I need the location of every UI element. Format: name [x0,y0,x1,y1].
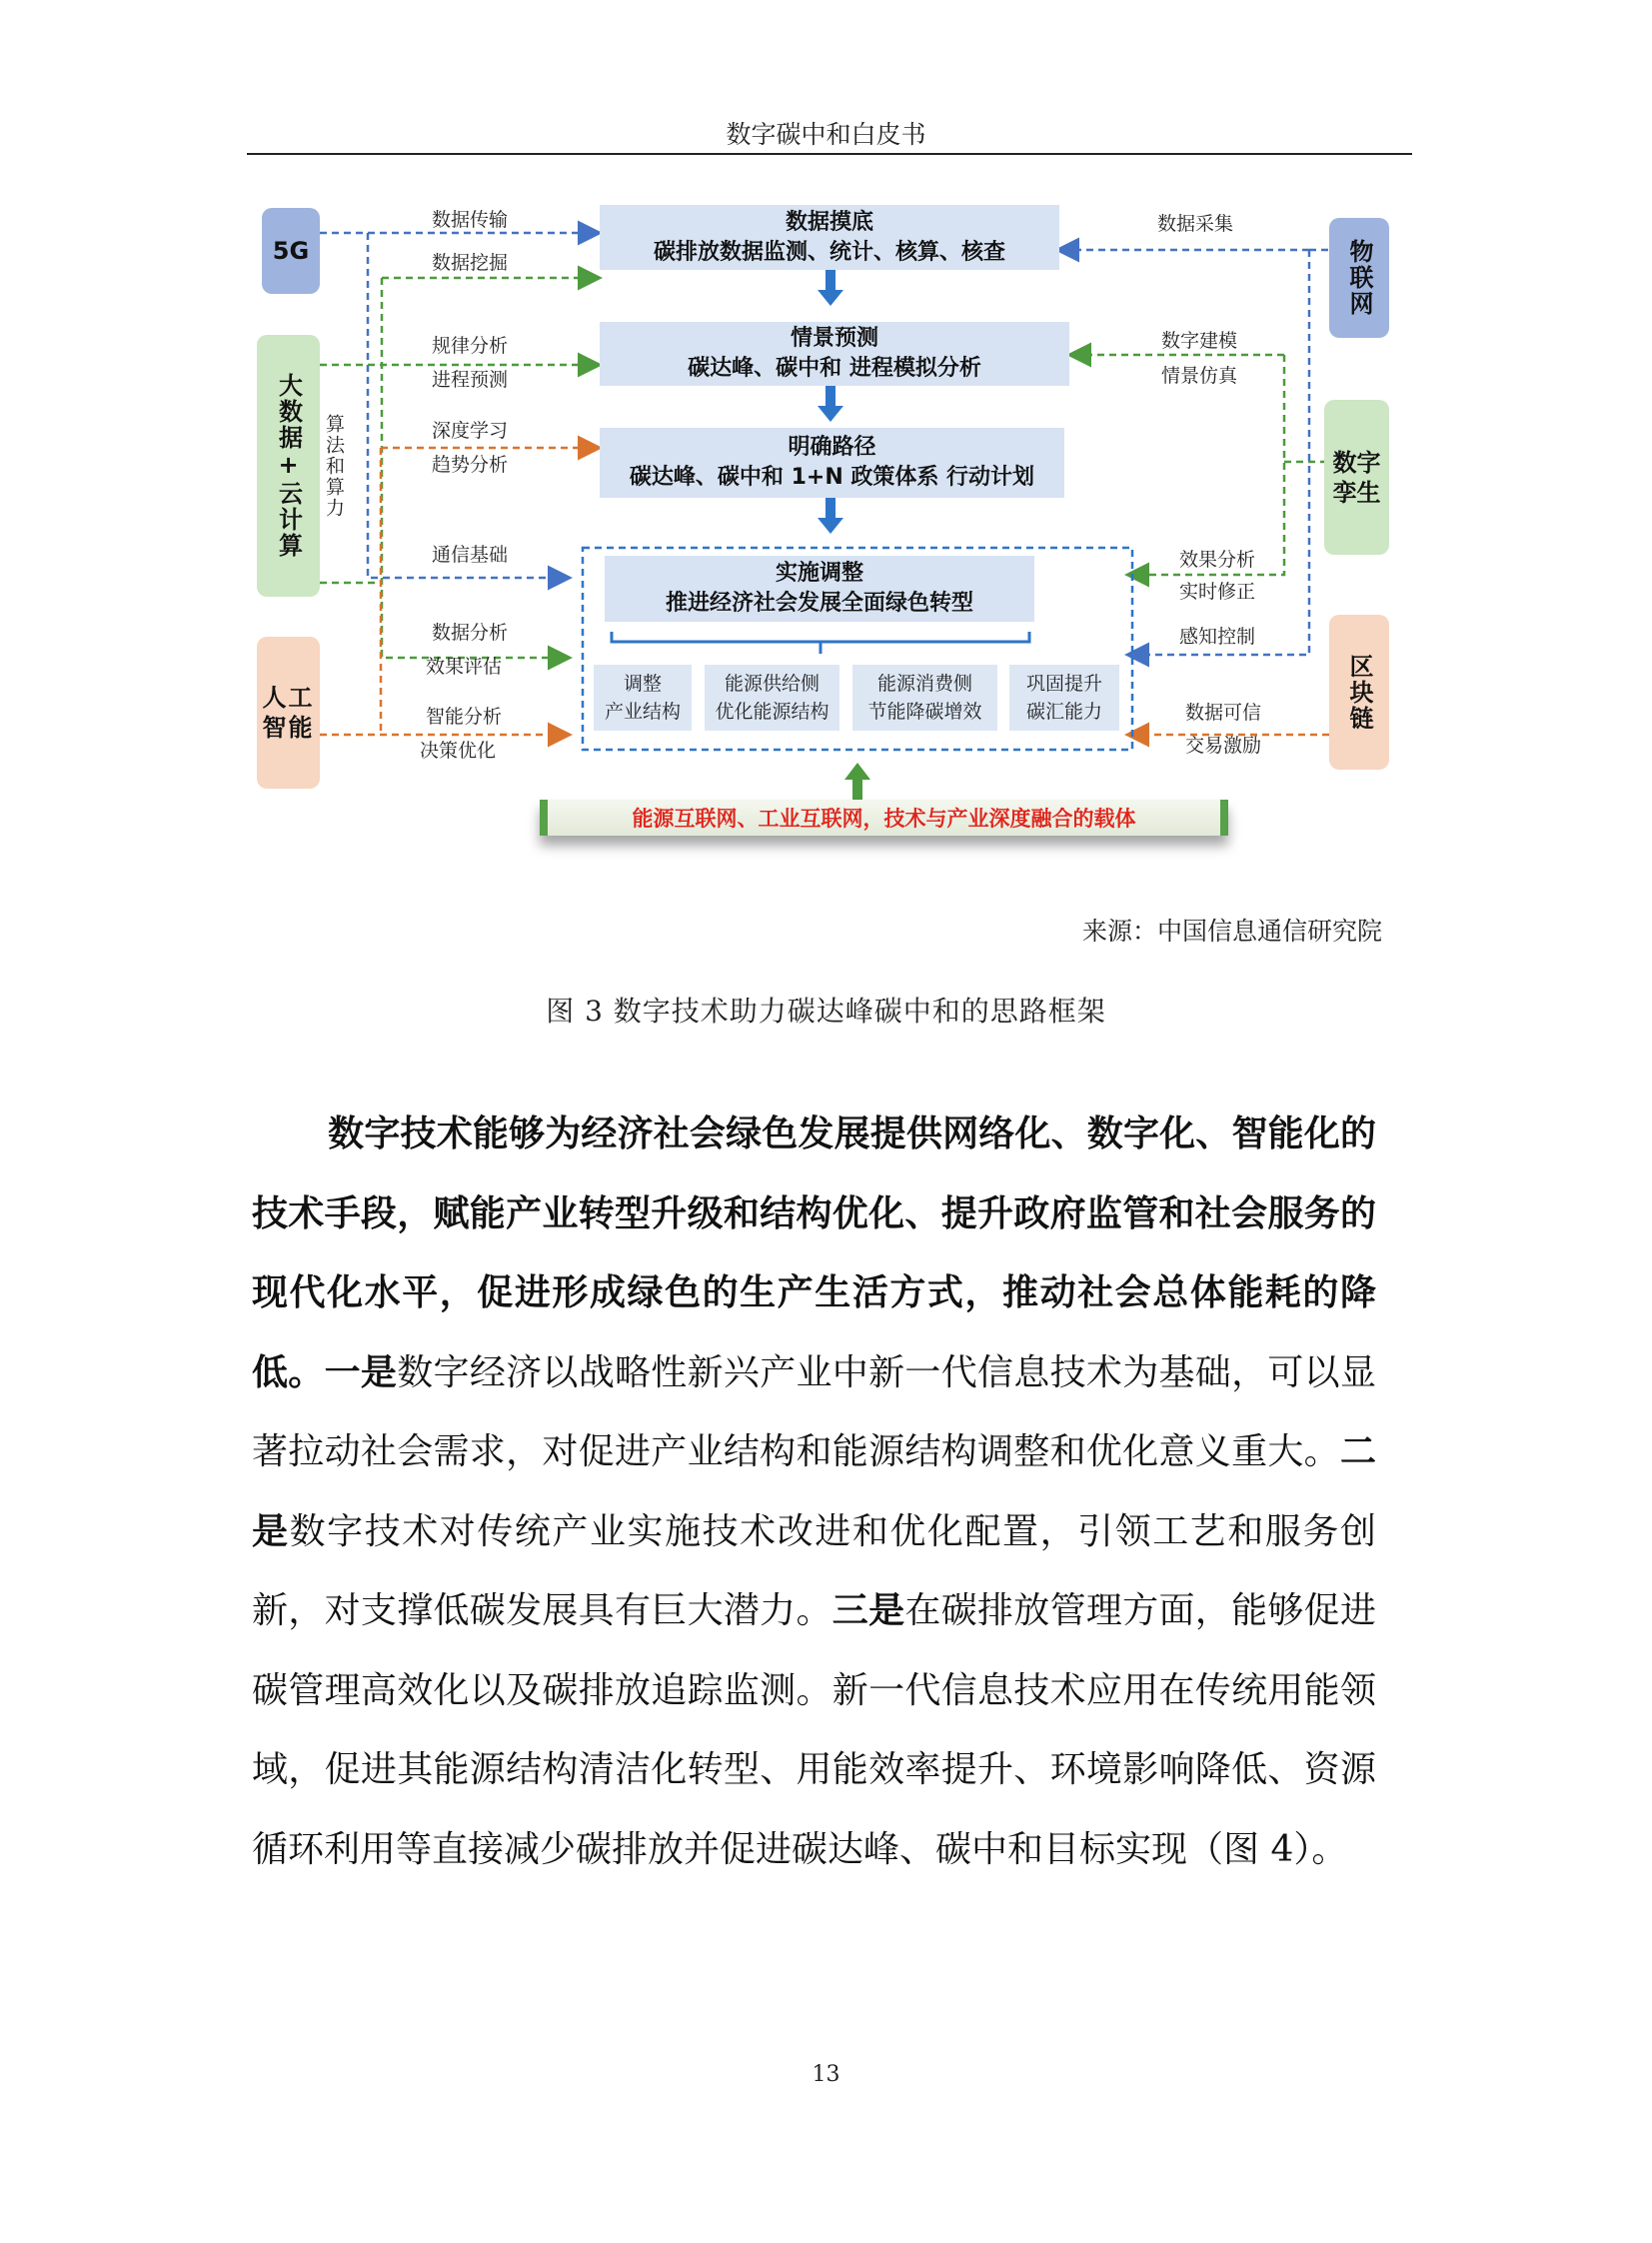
point-two-text: 数字技术对传统产业实施技术改进和优化配置，引领工艺和服务创新，对支撑低碳发展具有巨大潜力。 [252,1510,1376,1631]
point-three-key: 三是 [831,1590,905,1631]
sub-line2: 碳汇能力 [1025,701,1102,723]
digital-twin-label: 数字孪生 [1332,448,1381,507]
step-title: 情景预测 [790,326,878,351]
label-comm-infra: 通信基础 [432,544,509,566]
label-sense-control: 感知控制 [1179,626,1256,648]
label-trend-analysis: 趋势分析 [432,454,509,476]
carrier-bar: 能源互联网、工业互联网，技术与产业深度融合的载体 [540,800,1228,836]
label-smart-analysis: 智能分析 [426,706,503,728]
sub-line1: 能源供给侧 [724,673,820,695]
header-title: 数字碳中和白皮书 [726,120,926,149]
sub-line2: 优化能源结构 [715,701,829,723]
5g-label: 5G [272,237,310,265]
point-two-key: 二是 [252,1431,1376,1552]
page-number: 13 [812,2062,840,2087]
step-sub: 碳达峰、碳中和 进程模拟分析 [688,356,981,381]
figure-caption: 图 3 数字技术助力碳达峰碳中和的思路框架 [546,995,1106,1028]
framework-diagram [0,0,1652,900]
ai-box [257,637,320,789]
step-sub: 碳排放数据监测、统计、核算、核查 [653,239,1005,265]
lead-sentence: 数字技术能够为经济社会绿色发展提供网络化、数字化、智能化的技术手段，赋能产业转型升级和结构优化、提升政府监管和社会服务的现代化水平，促进形成绿色的生产生活方式，推动社会总体能耗的降低。 [252,1114,1376,1393]
label-data-mining: 数据挖掘 [432,252,509,274]
sub-line1: 巩固提升 [1025,673,1102,695]
step-title: 明确路径 [788,435,876,460]
label-trade-incentive: 交易激励 [1185,735,1262,757]
sub-carbon-sink [1009,665,1119,731]
step-clear-path [600,428,1064,498]
point-one-key: 一是 [324,1351,398,1393]
blockchain-label: 区块链 [1345,653,1373,732]
step-title: 实施调整 [775,561,863,586]
figure-source: 来源：中国信息通信研究院 [1081,917,1382,946]
ai-label: 人工智能 [262,684,315,742]
digital-twin-box [1324,400,1389,555]
label-data-analysis: 数据分析 [432,622,509,644]
algo-label: 算法和算力 [323,414,345,519]
step-title: 数据摸底 [785,209,873,235]
step-data-survey [600,205,1059,270]
iot-label: 物联网 [1345,239,1373,317]
label-effect-analysis: 效果分析 [1179,549,1256,571]
step-sub: 碳达峰、碳中和 1+N 政策体系 行动计划 [629,465,1035,490]
label-data-collection: 数据采集 [1157,213,1234,235]
step-scenario-forecast [600,322,1069,386]
label-realtime-fix: 实时修正 [1179,581,1256,603]
label-decision-opt: 决策优化 [420,740,497,762]
sub-line1: 调整 [623,673,662,695]
point-one-text: 数字经济以战略性新兴产业中新一代信息技术为基础，可以显著拉动社会需求，对促进产业结构和能源结构调整和优化意义重大。 [252,1351,1376,1472]
label-data-transmission: 数据传输 [432,209,509,231]
5g-box [262,208,320,294]
sub-energy-consumption [852,665,997,731]
sub-industry-structure [594,665,692,731]
iot-box [1329,218,1389,338]
label-progress-forecast: 进程预测 [432,369,509,391]
step-implement [605,556,1034,622]
step-sub: 推进经济社会发展全面绿色转型 [665,591,973,616]
sub-line2: 节能降碳增效 [867,701,982,723]
blockchain-box [1329,615,1389,770]
sub-energy-supply [705,665,839,731]
label-effect-eval: 效果评估 [426,656,503,678]
label-scenario-sim: 情景仿真 [1161,365,1238,387]
label-pattern-analysis: 规律分析 [432,335,509,357]
sub-line1: 能源消费侧 [876,673,972,695]
bigdata-cloud-label: 大数据+云计算 [274,373,303,559]
label-data-trust: 数据可信 [1185,702,1262,724]
body-paragraph [252,1095,1376,1889]
point-three-text: 在碳排放管理方面，能够促进碳管理高效化以及碳排放追踪监测。新一代信息技术应用在传统用能领域，促进其能源结构清洁化转型、用能效率提升、环境影响降低、资源循环利用等直接减少碳排放并促进碳达峰、碳中和目标实现（图 4）。 [252,1590,1376,1870]
bigdata-cloud-box [257,335,320,597]
label-deep-learning: 深度学习 [432,420,509,442]
sub-line2: 产业结构 [604,701,681,723]
label-digital-modeling: 数字建模 [1161,330,1238,352]
